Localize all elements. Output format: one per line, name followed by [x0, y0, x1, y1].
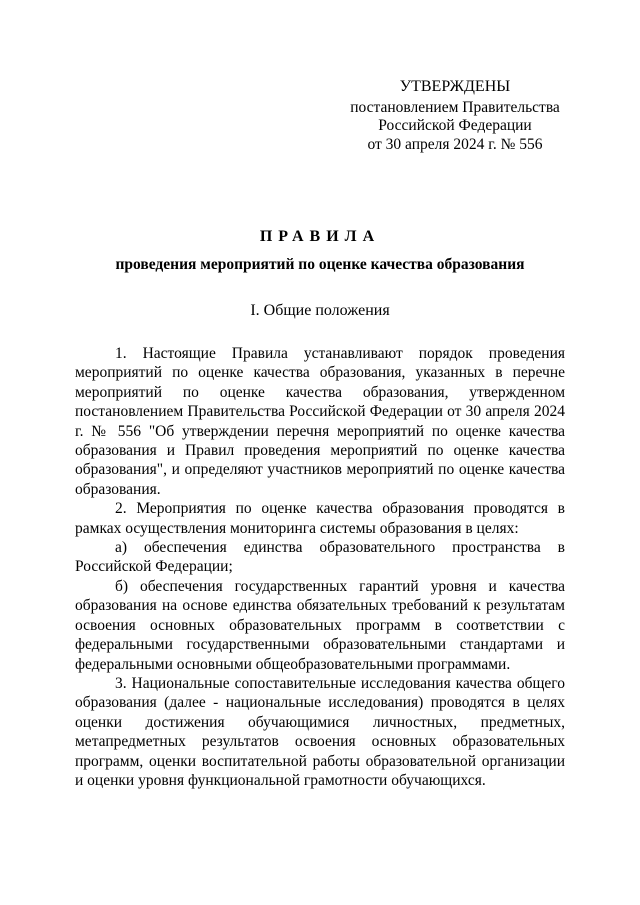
- approval-block: [330, 78, 580, 154]
- paragraph-2b: б) обеспечения государственных гарантий уровня и качества образования на основе единства обязательных требований к результатам освоения основных образовательных программ в соответствии с федеральными государственными образовательными стандартами и федеральными основными общеобразовательными программами.: [75, 577, 565, 673]
- paragraph-3: 3. Национальные сопоставительные исследования качества общего образования (далее - национальные исследования) проводятся в целях оценки достижения обучающимися личностных, предметных, метапредметных результатов освоения основных образовательных программ, оценки воспитательной работы образовательной организации и оценки уровня функциональной грамотности обучающихся.: [75, 674, 565, 789]
- approval-line-3: от 30 апреля 2024 г. № 556: [367, 135, 543, 153]
- approval-stamp: УТВЕРЖДЕНЫ: [399, 78, 511, 95]
- approval-line-1: постановлением Правительства: [350, 98, 560, 116]
- section-heading: I. Общие положения: [250, 302, 390, 319]
- approval-line-2: Российской Федерации: [378, 117, 532, 134]
- document-title: ПРАВИЛА: [259, 228, 381, 245]
- document-subtitle: проведения мероприятий по оценке качества образования: [115, 256, 525, 273]
- paragraph-2: 2. Мероприятия по оценке качества образования проводятся в рамках осуществления мониторинга системы образования в целях:: [75, 500, 565, 537]
- paragraph-2a: а) обеспечения единства образовательного пространства в Российской Федерации;: [75, 539, 565, 576]
- document-body: [75, 344, 565, 790]
- paragraph-1: 1. Настоящие Правила устанавливают порядок проведения мероприятий по оценке качества образования, указанных в перечне мероприятий по оценке качества образования, утвержденном постановлением Правительства Российской Федерации от 30 апреля 2024 г. № 556 "Об утверждении перечня мероприятий по оценке качества образования и Правил проведения мероприятий по оценке качества образования", и определяют участников мероприятий по оценке качества образования.: [75, 345, 565, 498]
